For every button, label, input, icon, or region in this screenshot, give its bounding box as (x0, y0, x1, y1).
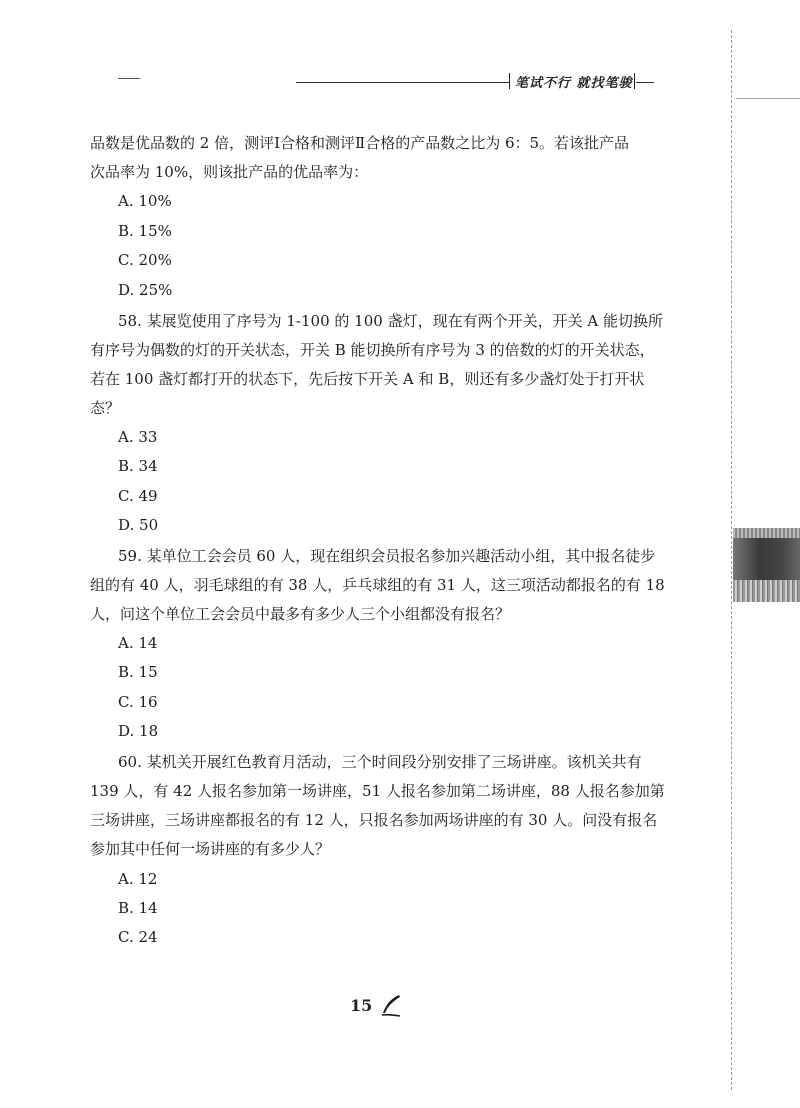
q58-stem-line-1: 58. 某展览使用了序号为 1-100 的 100 盏灯，现在有两个开关，开关 A 能切换所 (118, 312, 663, 330)
q57-option-c: C. 20% (118, 251, 172, 269)
q58-stem-line-3: 若在 100 盏灯都打开的状态下，先后按下开关 A 和 B，则还有多少盏灯处于打开状 (90, 370, 645, 388)
scan-edge-mark (736, 98, 800, 99)
q58-option-d: D. 50 (118, 516, 159, 534)
header-rule-tail (636, 82, 654, 83)
q59-option-c: C. 16 (118, 693, 158, 711)
q59-stem-line-3: 人，问这个单位工会会员中最多有多少人三个小组都没有报名？ (90, 605, 511, 623)
q59-stem-line-2: 组的有 40 人，羽毛球组的有 38 人，乒乓球组的有 31 人，这三项活动都报名的有 18 (90, 576, 665, 594)
header-title: 笔试不行 就找笔骏 (515, 76, 633, 91)
q57-option-d: D. 25% (118, 281, 173, 299)
q58-option-b: B. 34 (118, 457, 158, 475)
q60-stem-line-3: 三场讲座，三场讲座都报名的有 12 人，只报名参加两场讲座的有 30 人。问没有报名 (90, 811, 658, 829)
scan-edge-shadow (733, 528, 800, 602)
scan-edge-line (731, 30, 732, 1090)
q60-stem-line-4: 参加其中任何一场讲座的有多少人？ (90, 840, 331, 858)
header-bar-right (634, 73, 635, 89)
q57-stem-line-1: 品数是优品数的 2 倍，测评Ⅰ合格和测评Ⅱ合格的产品数之比为 6：5。若该批产品 (90, 134, 630, 152)
q57-option-b: B. 15% (118, 222, 172, 240)
q57-stem-line-2: 次品率为 10%，则该批产品的优品率为： (90, 163, 369, 181)
q57-option-a: A. 10% (118, 192, 172, 210)
q60-stem-line-2: 139 人，有 42 人报名参加第一场讲座，51 人报名参加第二场讲座，88 人报名参加第 (90, 782, 665, 800)
q60-option-b: B. 14 (118, 899, 158, 917)
header-bar-left (509, 73, 510, 89)
q59-option-d: D. 18 (118, 722, 159, 740)
page-number: 15 (350, 996, 373, 1015)
q58-stem-line-2: 有序号为偶数的灯的开关状态，开关 B 能切换所有序号为 3 的倍数的灯的开关状态， (90, 341, 655, 359)
quill-pen-icon (380, 994, 402, 1018)
q59-option-b: B. 15 (118, 663, 158, 681)
q60-stem-line-1: 60. 某机关开展红色教育月活动，三个时间段分别安排了三场讲座。该机关共有 (118, 753, 642, 771)
header-rule (296, 82, 510, 83)
q59-option-a: A. 14 (118, 634, 158, 652)
q59-stem-line-1: 59. 某单位工会会员 60 人，现在组织会员报名参加兴趣活动小组，其中报名徒步 (118, 547, 656, 565)
q58-option-c: C. 49 (118, 487, 158, 505)
header-rule-short (118, 78, 140, 79)
q60-option-a: A. 12 (118, 870, 158, 888)
q58-stem-line-4: 态？ (90, 399, 121, 417)
q60-option-c: C. 24 (118, 928, 158, 946)
q58-option-a: A. 33 (118, 428, 158, 446)
